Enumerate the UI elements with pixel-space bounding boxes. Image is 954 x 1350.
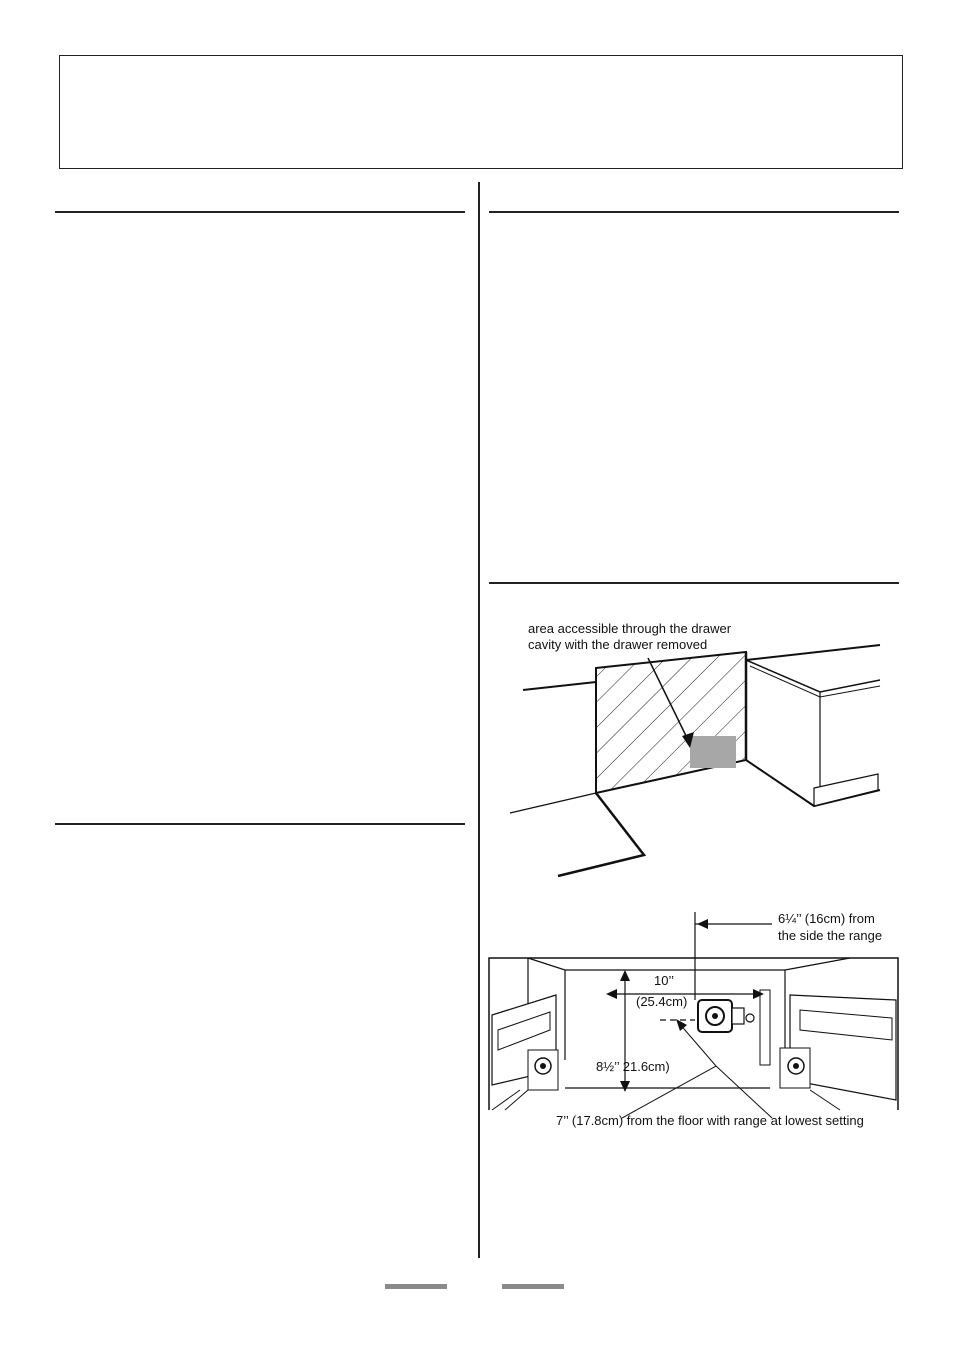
footer-bar-left bbox=[385, 1284, 447, 1289]
figure2-height-value: 8½’’ 21.6cm) bbox=[596, 1059, 670, 1074]
figure2-floor-note: 7’’ (17.8cm) from the floor with range at lowest setting bbox=[556, 1113, 864, 1128]
figure2-side-label-line1: 6¼’’ (16cm) from bbox=[778, 911, 875, 926]
figure1-annotation-line2: cavity with the drawer removed bbox=[528, 637, 708, 652]
footer-bar-right bbox=[502, 1284, 564, 1289]
figure1-annotation-line1: area accessible through the drawer bbox=[528, 621, 732, 636]
figure2-side-label-line2: the side the range bbox=[778, 928, 883, 943]
figure2-width-value: 10’’ bbox=[654, 973, 675, 988]
figure2-width-metric: (25.4cm) bbox=[636, 994, 688, 1009]
